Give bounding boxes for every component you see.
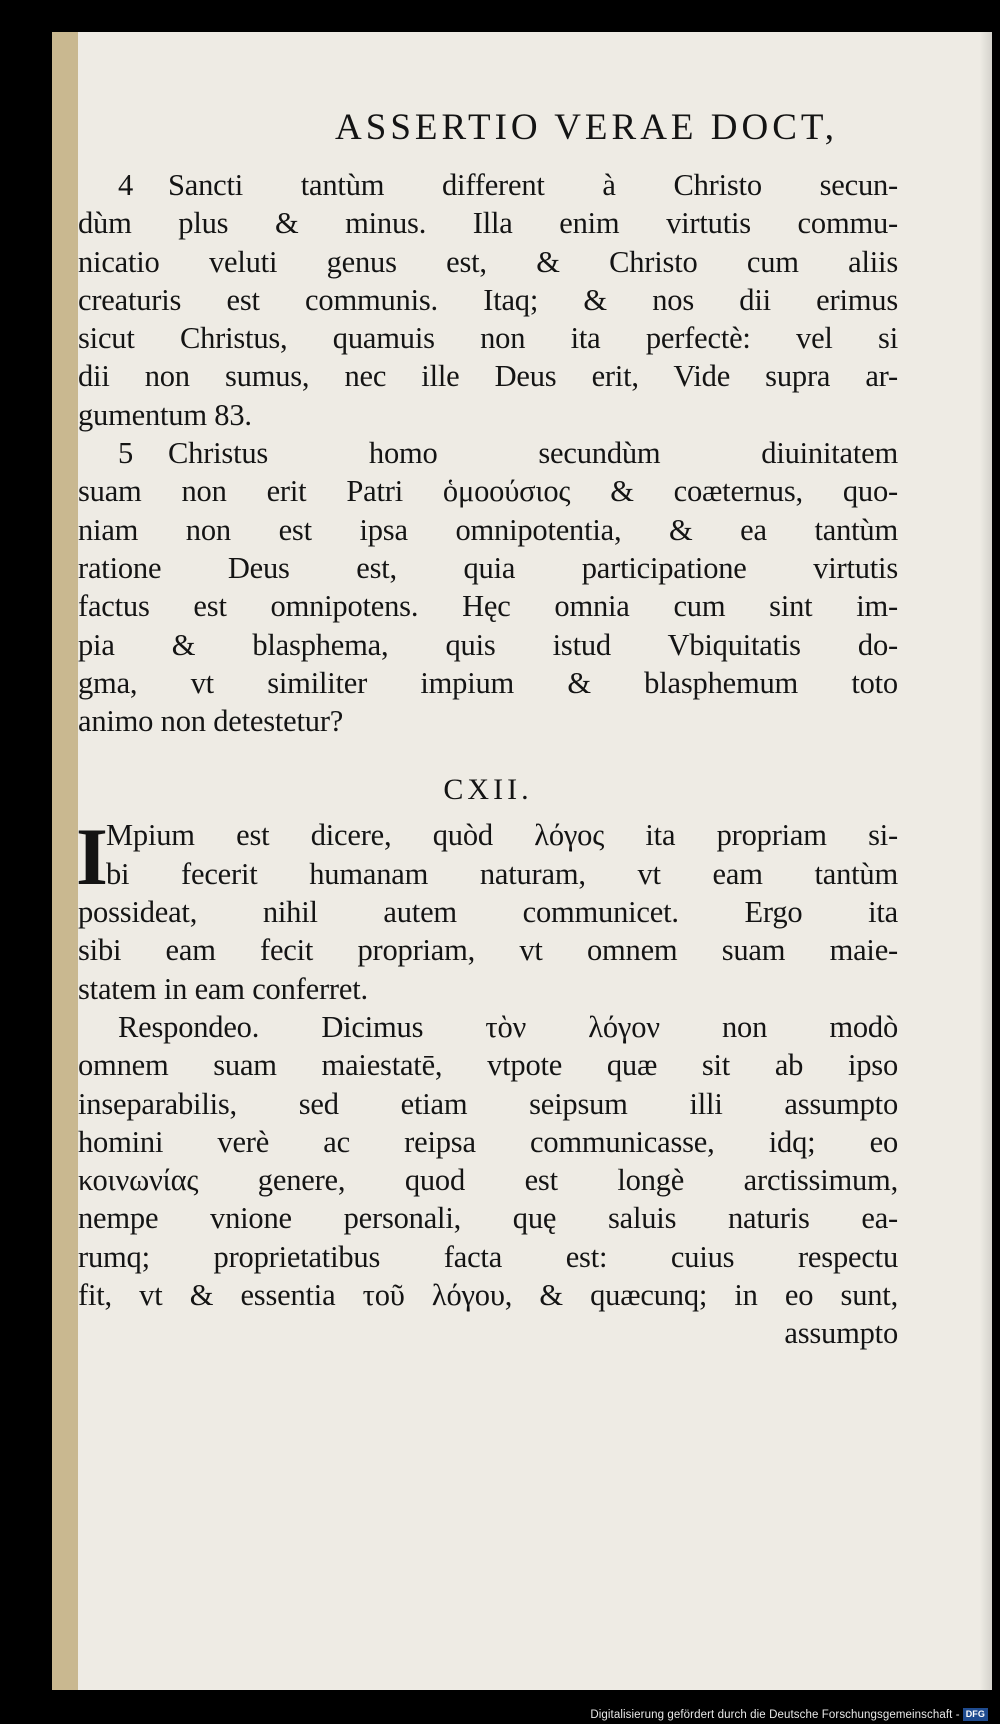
text-line: factus est omnipotens. Hęc omnia cum sint im- <box>78 589 898 624</box>
text-line: dùm plus & minus. Illa enim virtutis commu- <box>78 206 898 241</box>
text-line: nempe vnione personali, quę saluis naturis ea- <box>78 1201 898 1236</box>
text-line <box>78 434 898 472</box>
credit-text: Digitalisierung gefördert durch die Deutsche Forschungsgemeinschaft - <box>590 1708 960 1721</box>
text-line: creaturis est communis. Itaq; & nos dii erimus <box>78 282 898 317</box>
running-header: ASSERTIO VERAE DOCT, <box>335 107 838 148</box>
page-text <box>78 108 898 1353</box>
dfg-logo: DFG <box>963 1708 988 1721</box>
drop-cap: I <box>76 811 108 903</box>
text-line: inseparabilis, sed etiam seipsum illi assumpto <box>78 1086 898 1121</box>
objection-paragraph <box>76 811 898 1007</box>
page-edge <box>980 32 992 1690</box>
text-line: bi fecerit humanam naturam, vt eam tantùm <box>106 856 898 891</box>
text-line: fit, vt & essentia τοῦ λόγου, & quæcunq; in eo sunt, <box>78 1278 898 1313</box>
item-5-paragraph <box>78 434 898 740</box>
item-4-paragraph <box>78 166 898 434</box>
digitization-credit <box>590 1708 988 1721</box>
text-line: gumentum 83. <box>78 397 252 432</box>
text-line: Respondeo. Dicimus τὸν λόγον non modò <box>118 1009 898 1044</box>
text-line: ratione Deus est, quia participatione virtutis <box>78 550 898 585</box>
text-line: omnem suam maiestatē, vtpote quæ sit ab ipso <box>78 1048 898 1083</box>
item-number: 4 <box>118 168 134 202</box>
line-text: Mpium est dicere, quòd λόγος ita propriam si- <box>106 818 898 853</box>
text-line: gma, vt similiter impium & blasphemum toto <box>78 665 898 700</box>
text-line: sicut Christus, quamuis non ita perfectè: vel si <box>78 321 898 356</box>
text-line: κοινωνίας genere, quod est longè arctissimum, <box>78 1163 898 1198</box>
line-text: Christus homo secundùm diuinitatem <box>168 436 898 471</box>
text-line: dii non sumus, nec ille Deus erit, Vide supra ar- <box>78 359 898 394</box>
text-line <box>78 166 898 204</box>
text-line: pia & blasphema, quis istud Vbiquitatis do- <box>78 627 898 662</box>
text-line: possideat, nihil autem communicet. Ergo ita <box>78 895 898 930</box>
item-number: 5 <box>118 436 134 471</box>
catchword: assumpto <box>784 1316 898 1351</box>
text-line: animo non detestetur? <box>78 704 344 739</box>
text-line: statem in eam conferret. <box>78 971 368 1006</box>
chapter-heading: CXII. <box>443 773 533 807</box>
response-paragraph <box>78 1008 898 1353</box>
text-line: nicatio veluti genus est, & Christo cum aliis <box>78 244 898 279</box>
text-line: rumq; proprietatibus facta est: cuius respectu <box>78 1239 898 1274</box>
text-line: niam non est ipsa omnipotentia, & ea tantùm <box>78 512 898 547</box>
line-text: Sancti tantùm different à Christo secun- <box>168 168 898 202</box>
text-line: suam non erit Patri ὁμοούσιος & coæternus, quo- <box>78 474 898 509</box>
text-line: sibi eam fecit propriam, vt omnem suam maie- <box>78 933 898 968</box>
text-line: homini verè ac reipsa communicasse, idq; eo <box>78 1124 898 1159</box>
